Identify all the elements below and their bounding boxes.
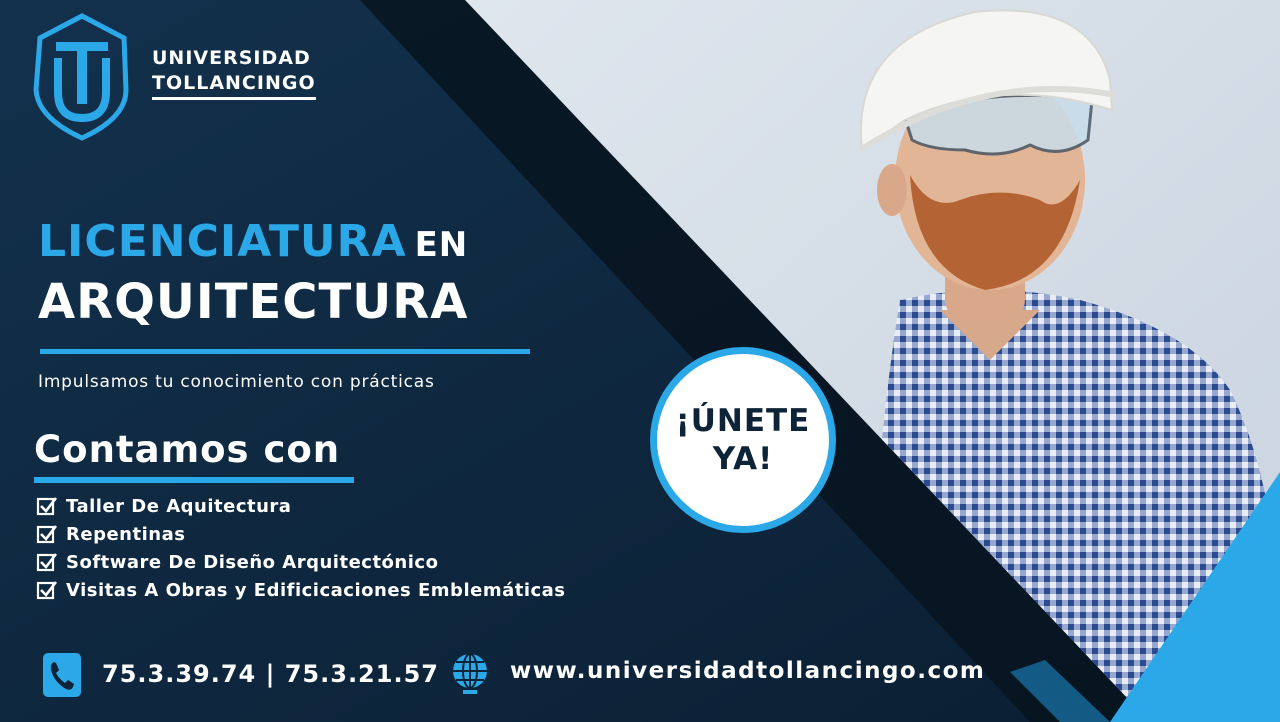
- join-now-badge[interactable]: [650, 347, 836, 533]
- university-name-line2: TOLLANCINGO: [152, 71, 316, 100]
- feature-item: [36, 520, 566, 548]
- feature-label: Software De Diseño Arquitectónico: [66, 551, 439, 573]
- headline-underline: [40, 349, 530, 354]
- headline-en: EN: [414, 225, 469, 265]
- university-name: [152, 46, 316, 100]
- phone-numbers: 75.3.39.74 | 75.3.21.57: [102, 660, 439, 688]
- join-now-line2: YA!: [712, 441, 774, 477]
- checkbox-icon: [36, 495, 58, 517]
- features-heading: Contamos con: [34, 428, 341, 471]
- feature-item: [36, 576, 566, 604]
- headline-line1: [38, 216, 468, 267]
- feature-label: Taller De Aquitectura: [66, 495, 292, 517]
- website-link[interactable]: www.universidadtollancingo.com: [510, 658, 986, 684]
- feature-item: [36, 492, 566, 520]
- checkbox-icon: [36, 523, 58, 545]
- features-heading-underline: [34, 477, 354, 483]
- headline-arquitectura: ARQUITECTURA: [38, 274, 469, 330]
- join-now-line1: ¡ÚNETE: [675, 403, 811, 439]
- features-list: [36, 492, 566, 604]
- university-name-line1: UNIVERSIDAD: [152, 47, 311, 69]
- phone-icon: [42, 652, 82, 698]
- checkbox-icon: [36, 579, 58, 601]
- globe-icon: [450, 652, 490, 696]
- headline-licenciatura: LICENCIATURA: [38, 216, 407, 267]
- feature-label: Visitas A Obras y Edificicaciones Emblemáticas: [66, 579, 566, 601]
- feature-item: [36, 548, 566, 576]
- checkbox-icon: [36, 551, 58, 573]
- feature-label: Repentinas: [66, 523, 186, 545]
- tagline: Impulsamos tu conocimiento con prácticas: [38, 372, 435, 392]
